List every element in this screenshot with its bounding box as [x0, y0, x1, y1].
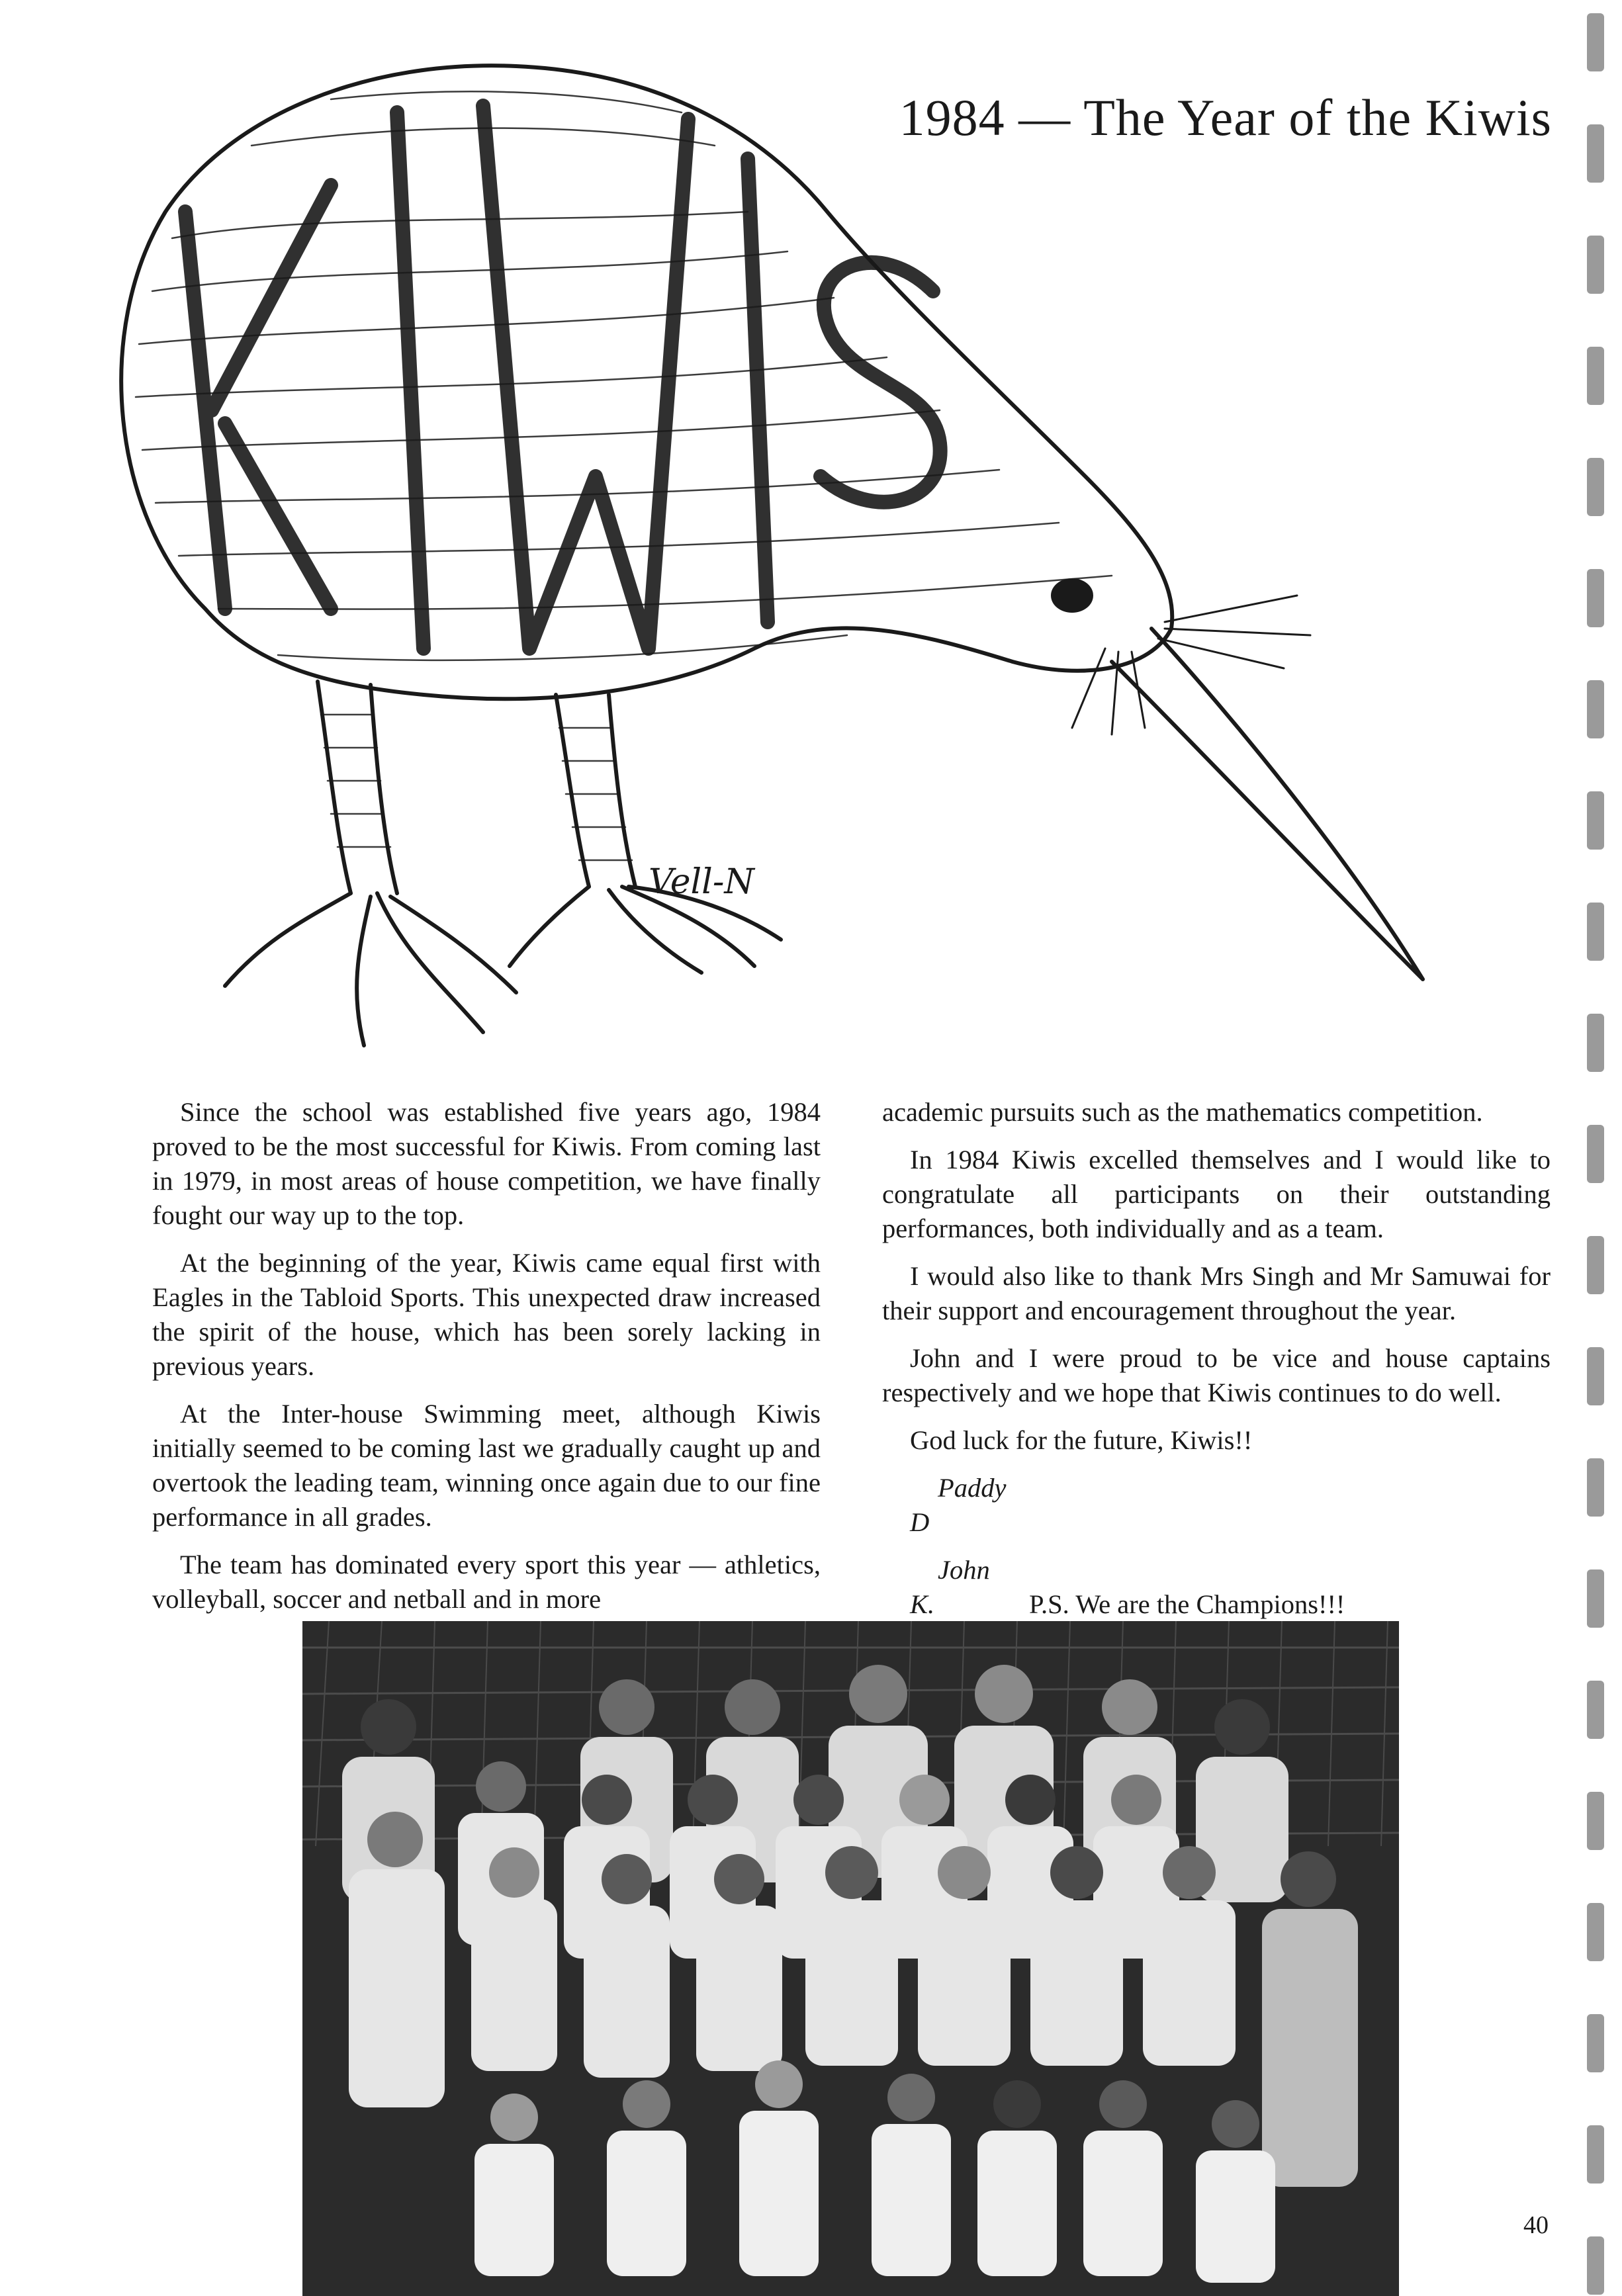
binding-tab [1587, 791, 1604, 850]
letter-i1 [397, 112, 424, 648]
binding-tab [1587, 1569, 1604, 1628]
binding-tab [1587, 458, 1604, 516]
paragraph: I would also like to thank Mrs Singh and Mr Samuwai for their support and encouragement throughout the year. [882, 1261, 1551, 1325]
article-right-column [882, 1095, 1551, 1635]
signature-block [882, 1471, 1551, 1622]
artist-signature: Vell-N [649, 862, 754, 902]
binding-tab [1587, 1014, 1604, 1072]
signature-first: Paddy D [910, 1473, 1007, 1537]
binding-tab [1587, 124, 1604, 183]
paragraph: God luck for the future, Kiwis!! [910, 1425, 1253, 1455]
binding-tab [1587, 680, 1604, 738]
binding-tab [1587, 903, 1604, 961]
binding-tab [1587, 1125, 1604, 1183]
kiwi-foot-left [225, 893, 516, 1045]
paragraph: The team has dominated every sport this year — athletics, volleyball, soccer and netball and in more [152, 1550, 821, 1614]
signature-second: John K. [910, 1555, 990, 1619]
binding-tab [1587, 1236, 1604, 1294]
paragraph: In 1984 Kiwis excelled themselves and I would like to congratulate all participants on their outstanding performances, both individually and as a team. [882, 1145, 1551, 1243]
paragraph: academic pursuits such as the mathematics competition. [882, 1097, 1483, 1127]
letter-s [821, 263, 940, 502]
binding-tab [1587, 1347, 1604, 1405]
binding-tab [1587, 1458, 1604, 1517]
page-number: 40 [1523, 2211, 1549, 2239]
kiwi-beak [1112, 629, 1423, 979]
paragraph: At the beginning of the year, Kiwis came equal first with Eagles in the Tabloid Sports. This unexpected draw increased the spirit of the house, which has been sorely lacking in previous years. [152, 1248, 821, 1381]
binding-tab [1587, 1681, 1604, 1739]
kiwi-leg-left [318, 682, 397, 893]
postscript: P.S. We are the Champions!!! [1029, 1589, 1345, 1619]
binding-tab [1587, 1792, 1604, 1850]
group-photo [302, 1621, 1399, 2296]
binding-tab [1587, 347, 1604, 405]
binding-tab [1587, 2014, 1604, 2072]
letter-i2 [748, 159, 768, 622]
kiwi-eye [1051, 578, 1093, 613]
spiral-binding [1575, 0, 1622, 2296]
paragraph: At the Inter-house Swimming meet, although Kiwis initially seemed to be coming last we gradually caught up and overtook the leading team, winning once again due to our fine performance in all grades. [152, 1399, 821, 1532]
binding-tab [1587, 236, 1604, 294]
binding-tab [1587, 2125, 1604, 2184]
kiwi-illustration [53, 13, 1463, 1072]
paragraph: Since the school was established five years ago, 1984 proved to be the most successful for Kiwis. From coming last in 1979, in most areas of house competition, we have finally fought our way up to the top. [152, 1097, 821, 1230]
binding-tab [1587, 569, 1604, 627]
letter-k [185, 185, 331, 609]
article-left-column [152, 1095, 821, 1630]
binding-tab [1587, 2236, 1604, 2295]
binding-tab [1587, 13, 1604, 71]
binding-tab [1587, 1903, 1604, 1961]
paragraph: John and I were proud to be vice and house captains respectively and we hope that Kiwis continues to do well. [882, 1343, 1551, 1407]
kiwi-leg-right [556, 695, 635, 887]
page-title: 1984 — The Year of the Kiwis [899, 89, 1552, 146]
